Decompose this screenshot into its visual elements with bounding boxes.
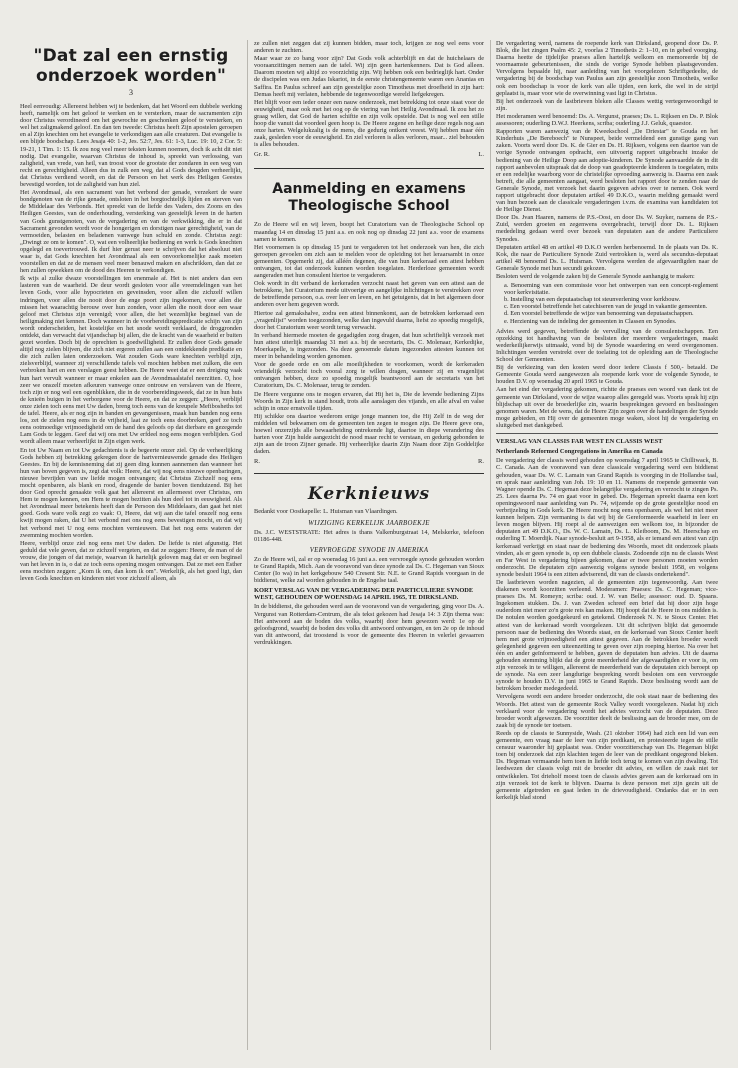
paragraph: Vervolgens wordt een andere broeder onderzocht, die ook staat naar de bediening des Woords. Het attest van de gemeente Rock Valley wordt voorgelezen. Nadat hij zich verklaard voor de vergadering wordt het advies verzocht van de deputaten. Deze broeder wordt afgewezen. De voorzitter deelt de beslissing aan de broeder mee, om de zaak bij de synode ter toetsen. bbox=[496, 693, 718, 729]
section-title: Aanmelding en examens Theologische School bbox=[254, 168, 484, 215]
paragraph: En tot Uw Naam en tot Uw gedachtenis is de begeerte onzer ziel. Op de verheerlijking Gods hebben zij betrekking gekregen door de hartvernieuwende genade des Heiligen Geestes. En bij de kennisneming dat zij geen ding kunnen aannemen dan wanneer het hun van boven gegeven is, zegt dat volk: Heere, dat wij nog eens nieuwe openbaringen, nieuwe bevrijden van uw liefde mogen ontvangen; dat Christus Zichzelf nog eens mocht openbaren, als blank en rood, dragende de banier boven tienduizend. Bij het door God oprecht genaakte volk gaat het allereerst en allermeest over Christus, om Hem te mogen kennen, om Hem te mogen bezitten als hun deel tot in eeuwigheid. Als het Avondmaal meer betekenis heeft dan de Persoon des Middelaars, dan gaat het niet goed. Gods ware volk zegt zo vaak: O, Heere, dat wij aan die tafel onszelf nog eens kwijt mogen raken, dat U het verbond met ons nog eens bevestigen mocht, en dat wij het verbond met U nog eens mochten vernieuwen. Dat het nog eens wateren der zwemming mochten worden. bbox=[20, 446, 242, 539]
paragraph: De lastbrieven worden nagezien, al de gemeenten zijn tegenwoordig. Aan twee diakenen wordt koorzitten verleend. Moderamen: Praeses: Ds. C. Hegeman; vice-praeses Ds. M. Romeyn; scriba: oud. J. W. van Belle; assessor: oud. D. Spaans. Ingekomen stukken. Ds. J. van Zweden schreef een brief dat hij door zijn hoge ouderdom niet meer zo'n grote reis kan maken. Hij hoopt dat de Heere in ons midden is. De notulen worden goedgekeurd en getekend. Onderzoek N. N. te Sioux Center. Het attest van de kerkeraad wordt voorgelezen. Uit dit schrijven blijkt dat genoemde persoon naar de bediening des Woords staat, en de kerkeraad van Sioux Center heeft hem met grote vrijmoedigheid een attest gegeven. Aan de betrokken broeder wordt gelegenheid gegeven een uiteenzetting te geven over zijn roeping hiertoe. Na over het één en ander geïnformeerd te hebben, gaven de deputaten hun advies. Uit de daarna gehouden stemming blijkt dat de grote meerderheid der afgevaardigden er voor is, om zijn verzoek in te willigen, allereerst de meerderheid van de deputaten zich beroept op de synode. Na een zeer langdurige bespreking wordt besloten om een vervroegde synode te houden D.V. in juni 1965 te Grand Rapids. Deze beslissing wordt aan de betrokken broeder medegedeeld. bbox=[496, 578, 718, 693]
page-number: 3 bbox=[129, 88, 133, 97]
paragraph: De Heere vergunne ons te mogen ervaren, dat Hij het is, Die de levende bediening Zijns Woords in Zijn kerk in stand houdt, trots alle aanslagen des vijands, en alle afval en valse schijn in onze ernstvolle tijden. bbox=[254, 390, 484, 412]
signature-right: L. bbox=[478, 151, 484, 159]
column-3 bbox=[496, 40, 718, 802]
paragraph: Reeds op de classis te Sunnyside, Wash. (21 oktober 1964) had zich een lid van een gemeente, een vraag naar de leer van zijn predikant, en protesteerde tegen de stille censuur waaronder hij geplaatst was. Onder voorzitterschap van Ds. Hegeman blijkt toen bij onderzoek dat zijn klachten tegen de leer van de predikant ongegrond bleken. Ds. Hegeman vermaande hem toen in liefde toch terug te komen van zijn dwaling. Tot leedwezen der classis volgt mit de broeder dit advies, en willen de zaak niet ter ontwikkelen. Tot drieholf moest toen de classis advies geven aan de kerkeraad om in zijn verzoek tot de kerk te blijven. Daarna is deze persoon met zijn gezin uit de gemeente afgetreden en gaat leden in de drievoudigheid. Ondanks dat er in een kerkelijk blad stond bbox=[496, 729, 718, 801]
paragraph: Hiertoe zal gemakshalve, zodra een attest binnenkomt, aan de betrokken kerkeraad een „vragenlijst" worden toegezonden, welke dan ingevuld daarna, liefst zo spoedig mogelijk, door het Curatorium weer wordt terug verwacht. bbox=[254, 309, 484, 331]
paragraph: Door Ds. Jvan Haaren, namens de P.S.-Oost, en door Ds. W. Suyker, namens de P.S.-Zuid, werden groeten en zegenwens overgebracht, terwijl door Ds. L. Rijksen mededeling gedaan werd over bezoek van deputaten aan de andere Particuliere Synodes. bbox=[496, 214, 718, 243]
paragraph: Heere, verblijd onze ziel nog eens met Uw daden. De liefde is niet afgunstig. Het geduld dat vele geven, dat ze zichzelf vergeten, en dat ze zeggen: Heere, de man of de vrouw, die jongen of dat meisje, waarvan ik hartelijk geloven mag dat er een beginsel van het leven in is, o dat ze toch eens opening mogen ontvangen. Dat ze met een Esther eens mochten zeggen: „Kom ik om, dan kom ik om". Werkelijk, als het goed ligt, dan leven Gods knechten en kinderen niet voor zichzelf alleen, als bbox=[20, 539, 242, 583]
paragraph: Hij schikke ons daartoe wederom enige jonge mannen toe, die Hij Zelf in de weg der middelen wil bekwamen om de gemeenten ten zegen te mogen zijn. De Heere geve ons, hoewel onzerzijds alle bewaarheiding ontrekende ligt, daartoe in diepe verandering des harten voor Zijn hulde aangezicht de nood maar recht te verstaan, en gedurig gebonden te zijn aan de troon Zijner genade. Hij verheerlijke daarin Zijn Naam door Zijn Goddelijke daden. bbox=[254, 412, 484, 456]
paragraph: Deputaten artikel 48 en artikel 49 D.K.O werden herbenoemd. In de plaats van Ds. K. Kok, die naar de Particuliere Synode Zuid vertrokken is, werd als secundus-deputaat artikel 48 benoemd Ds. L. Huisman. Vervolgens werden de afgevaardigden naar de Generale Synode met hun secundi gekozen. bbox=[496, 243, 718, 272]
subheading: Netherlands Reformed Congregations in Amerika en Canada bbox=[496, 448, 663, 456]
paragraph: Aan het eind der vergadering gekomen, richtte de praeses een woord van dank tot de gemeente van Dirksland, voor de wijze waarop alles geregeld was. Voorts sprak hij zijn blijdschap uit over de broederlijke zin, waarin besprekingen gevoerd en beslissingen genomen waren. Met de wens, dat de Heere Zijn zegen over de handelingen der Synode moge gebieden, en Hij over de gemeenten moge waken, sloot hij de vergadering en sluitgebed met dankgebed. bbox=[496, 386, 718, 429]
paragraph: Zo de Heere wil, zal er op woensdag 16 juni a.s. een vervroegde synode gehouden worden te Grand Rapids, Mich. Aan de vooravond van deze synode zal Ds. C. Hegeman van Sioux Center (Io wa) in het kerkgebouw 540 Cresent Str. N.E. te Grand Rapids voorgaan in de biddienst, welke zal worden gehouden in de Engelse taal. bbox=[254, 555, 484, 584]
column-1 bbox=[20, 40, 242, 583]
paragraph: Zo de Heere wil en wij leven, boopt het Curatorium van de Theologische School op maandag 14 en dinsdag 15 juni a.s. en ook nog op dinsdag 22 juni a.s. voor de examens samen te komen. bbox=[254, 221, 484, 243]
agenda-list bbox=[496, 282, 718, 325]
divider bbox=[496, 433, 718, 434]
paragraph: Maar waar ze zo bang voor zijn? Dat Gods volk achterblijft en dat de huichelaars de vooraanzittingen nemen aan de tafel. Wij zijn geen hartenkenners. Dat is God alleen. Daarom moeten wij altijd zo voorzichtig zijn. Wij hebben ook een bedrieglijk hart. Onder de discipelen was een Judas Iskariot, in de eerste christengemeente waren een Ananias en Saffira. En Paulus schreef aan zijn geestelijke zoon Timotheus met droefheid in zijn hart: Demas heeft mij verlaten, hebbende de tegenwoordige wereld liefgekregen. bbox=[254, 55, 484, 98]
paragraph: Het moderamen werd benoemd: Ds. A. Vergunst, praeses; Ds. L. Rijksen en Ds. P. Blok assessoren; ouderling D.W.J. Heerkens, scriba; ouderling J.J. Geluk, quaestor. bbox=[496, 112, 718, 128]
paragraph: Rapporten waren aanwezig van de Kweekschool „De Driestar" te Gouda en het Kinderhuis „De Bereboech" te Nunspeet, beide vermeldend een gunstige gang van zaken. Voorts werd door Ds. K. de Gier en Ds. H. Rijksen, volgens een daartoe van de vorige Synode ontvangen opdracht, een uitvoerig rapport uitgebracht inzake de bediening van de Heilige Doop aan adoptie-kinderen. De Synode aanvaardde de in dit rapport aanbevolen uitspraak dat de doop van geadopteerde kinderen is toegelaten, mits er een redelijke waarborg voor de christelijke opvoeding aanwezig is. Daarna een zaak betreft, die alle gemeenten aangaat, werd besloten het rapport door te zenden naar de Generale Synode, met verzoek het daarin gegeven advies over te nemen. Ook werd rapport uitgebracht door deputaten artikel 49 D.K.O., waarin melding gemaakt werd van hun bezoek aan de classicale vergaderingen i.v.m. de examina van kandidaten tot de Heilige Dienst. bbox=[496, 128, 718, 214]
subheading: WIJZIGING KERKELIJK JAARBOEKJE bbox=[308, 519, 430, 527]
paragraph: Voor de goede orde en om alle moeilijkheden te voorkomen, wordt de kerkeraden vriendelijk verzocht toch vooral zorg te willen dragen, wanneer zij en vragenlijst ontvangen hebben, deze zo spoedig mogelijk beantwoord aan de secretaris van het Curatorium, Ds. C. Molenaar, terug te zenden. bbox=[254, 361, 484, 390]
list-item: a. Benoeming van een commissie voor het ontwerpen van een concept-reglement voor kerkvisitatie. bbox=[504, 282, 718, 297]
paragraph: Bij de verkiezing van den kosten werd door iedere Classis f 500,- betaald. De Gemeente Gouda werd aangewezen als roepende kerk voor de volgende Synode, te houden D.V. op woensdag 20 april 1965 te Gouda. bbox=[496, 364, 718, 386]
paragraph: Het voornemen is op dinsdag 15 juni te vergaderen tot het onderzoek van hen, die zich geroepen gevoelen om zich aan te melden voor de opleiding tot het leraarsambt in onze gemeenten. Opgemerkt zij, dat alléén degenen, die van hun kerkeraad een attest hebben ontvangen, tot dat onderzoek kunnen worden toegelaten. Herderloze gemeenten wordt aangeraden met hun consulent hiertoe te vergaderen. bbox=[254, 243, 484, 280]
list-item: d. Een voorstel betreffende de wijze van benoeming van deputaatschappen. bbox=[504, 310, 694, 318]
column-divider bbox=[247, 40, 248, 1050]
paragraph: ze zullen niet zeggen dat zij kunnen bidden, maar toch, krijgen ze nog wel eens voor anderen te zuchten. bbox=[254, 40, 484, 55]
paragraph: Ook wordt in dit verband de kerkeraden verzocht naast het geven van een attest aan de betrokkene, het Curatorium mede uitvoerige en aangelijke inlichtingen te verstrekken over de betreffende persoon, o.a. over leer en leven, en het getuigenis, dat in het algemeen door anderen over hem gegeven wordt. bbox=[254, 280, 484, 309]
signature bbox=[254, 151, 484, 158]
paragraph: Besloten werd de volgende zaken bij de Generale Synode aanhangig te maken: bbox=[496, 273, 695, 280]
paragraph: De vergadering werd, namens de roepende kerk van Dirksland, geopend door Ds. P. Blok, die liet zingen Psalm 45: 2, voorlas 2 Timotheüs 2: 1–10, en in gebed voorging. Daarna heette de tijdelijke praeses allen hartelijk welkom en memoreerde bij de voornaamste gebeurtenissen, die sinds de vorige Synode hebben plaatsgevonden. Vervolgens bepaalde hij, naar aanleiding van het voorgelezen Schriftgedeelte, de vergadering bij de boodschap van Paulus aan zijn geestelijke zoon Timotheüs, welke ook een boodschap is voor de kerk van alle tijden, een kerk, die wel in de strijd geplaatst is, maar voor wie de overwinning vast ligt in Christus. bbox=[496, 40, 718, 97]
list-item: e. Herziening van de indeling der gemeenten in Classen en Synodes. bbox=[504, 317, 677, 325]
paragraph: Het blijft voor een ieder onzer een nauw onderzoek, met betrekking tot onze staat voor de eeuwigheid, maar ook met het oog op de viering van het Heilig Avondmaal. Ik zou het zo graag willen, dat God de harten schiftte en zijn volk opstelde. Dat is nog wel een stille hoop die vanuit dat voordeel geen hoop is. De Heere zegene en heilige deze regels nog aan onze harten. Welgelukzalig is de mens, die gedurig ontkent vreest. Wij hebben maar één zaak, gesleden voor de eeuwigheid. En ziel verloren is alles verloren, maar... ziel behouden is alles behouden. bbox=[254, 98, 484, 149]
paragraph: Bedankt voor Oostkapelle: L. Huisman van Vlaardingen. bbox=[254, 508, 398, 516]
paragraph: De vergadering der classis werd gehouden op woensdag 7 april 1965 te Chilliwack, B. C. Canada. Aan de vooravond van deze classicale vergadering werd een biddienst gehouden, waar Ds. W. C. Lamain van Grand Rapids is voorging in de Hollandse taal, en sprak naar aanleiding van Joh. 19: 10 en 11. Namens de roepende gemeente van Wagner opende Ds. C. Hegeman deze belangrijke vergadering en verzocht te zingen Ps. 25. Lees daarna Ps. 74 en gaat voor in gebed. Ds. Hegeman spreekt daarna een kort openingswoord naar aanleiding van Ps. 74, wijzende op de grote geestelijke nood en verbrijzeling in Gods kerk. De Heere mocht nog eens openbaren, als wel het niet meer kunnen helpen. Zijn vermaning is dat wij bij de Gereformeerde waarheid in leer en leven mogen blijven. Hij roept al de aanwezigen een welkom toe, in bijzonder de deputaten art 49 D.K.O., Ds. W. C. Lamain, Ds. L. Kleiboom, Ds. M. Heerschap en ouderling T. Moerdijk. Naar synode-besluit art 9-1958, als er iemand een attest van zijn kerkeraad verkrijgt en staat naar de bediening des Woords, moet dit onderzoek plaats vinden, als er geen synode is, op een dubbele classis. Zodoende zijn nu de classis West en Far West in vergadering bijeen gekomen, daar er twee personen moeten worden onderzocht. De deputaten zijn aanwezig volgens synode besluit 1958, en volgens synode besluit 1964 is een zitten adviserend, dit van de classis ondertekend". bbox=[496, 457, 718, 578]
subheading: VERVROEGDE SYNODE IN AMERIKA bbox=[309, 546, 429, 554]
list-item: b. Instelling van een deputaatschap tot steunverlening voor kerkbouw. bbox=[504, 296, 681, 304]
signature-left: R. bbox=[254, 458, 260, 466]
column-2 bbox=[254, 40, 484, 647]
list-item: c. Een voorstel betreffende het catechiseren van de jeugd in vakantie gemeenten. bbox=[504, 303, 708, 311]
column-divider bbox=[490, 40, 491, 1050]
signature bbox=[254, 458, 484, 465]
subheading: KORT VERSLAG VAN DE VERGADERING DER PARTICULIERE SYNODE WEST, GEHOUDEN OP WOENSDAG 14 APRIL 1965, TE DIRKSLAND. bbox=[254, 587, 474, 602]
paragraph: Advies werd gegeven, betreffende de vervulling van de consulentschappen. Een opzekking tot handhaving van de beslisten der meerdere vergaderingen, maakt wederkeilijkerwijs uitmaakt, vond bij de Synode waardering en werd overgenomen. Inlichtingen werden verstrekt over de toelating tot de opleiding aan de Theologische School der Gemeenten. bbox=[496, 327, 718, 364]
paragraph: Het Avondmaal, als een sacrament van het verbond der genade, verzekert de ware bondgenoten van de rijke genade, ontsloten in het borgtochtelijk lijden en sterven van de Middelaar des Verbonds. Het spreekt van de liefde des Vaders, des Zoons en des Heiligen Geestes, van de onderhouding, versterking van geestelijk leven in de harten van Gods gunstgenoten, van de vergadering en van de verkwikking, die er in dat Sacrament gevonden wordt voor de hongerigen en dorstigen naar gerechtigheid, van de vermoeiden, belasten en beladenen vanwege hun schuld en zonde. Christus zegt: „Dwingt ze om te komen". O, wat een volheerlijke bediening en werk is Gods knechten opgelegd en toevertrouwd. Ik durf hier gerust neer te schrijven dat het absoluut niet waar is, dat Gods knechten het Avondmaal als een onvoorkomelijke zaak moeten voorstellen en dat ze de mensen veel meer benauwd maken en afschrikken, dan dat ze hen zullen opwekken om de dood des Heeren te verkondigen. bbox=[20, 189, 242, 275]
signature-right: R. bbox=[478, 458, 484, 466]
paragraph: Ik wijs al zulke dwaze voorstellingen ten enenmale af. Het is niet anders dan een lasteren van de waarheid. De deur wordt gesloten voor alle vreemdelingen van het leven Gods, voor alle hypocrieten en geveinsden, voor allen die zichzelf willen indringen, voor allen die nooit door de enge poort zijn ingekomen, voor allen die missen het waarachtig berouw over hun zonden, voor allen die nooit door een waar geloof met Christus zijn verenigd; voor allen, die het wezenlijke beginsel van de heiligmaking niet kennen. Doch wanneer in de voorbereidingspredicatie schijn van zijn wordt onderscheiden, het kostelijke en het snode wordt verklaard, de droggronden ontdekt, dan verwacht dat vijandschap bij allen, die de kracht van de waarheid er buiten gezet worden. Doch bij de oprechten is goedwilligheid. Er zullen door Gods genade altijd nog zielen blijven, die zich niet ergeren zullen aan een ontdekkende predikatie en die zich zullen laten onderzoeken. Wat zouden Gods ware knechten verblijd zijn, zielsverblijd, wanneer zij verschillende tafels vol mochten hebben met zulken, die een verbroken hart en een verslagen geest hebben. De Heere weet dat er een dreiging vaak hun hart vervult wanneer er maar enkelen aan de Avondmaalstafel neerzitten. O, hoe zeer we onszelf moeten afkeuren vanwege onze ontrouw en verslaven van de Heere, toch zijn er nog wel een ogenblikken, die in de voorbereidingsweek, dat ze in hun huis de knieën buigen in het verborgene voor de Heere, en dat ze zeggen: „Heere, verblijd onze zielen toch eens met Uw daden, breng toch eens van de kreupele Mefibosheths tot de tafel. Heere, als er nog zijn in banden en gevangenissen, maak hun banden nog eens los, zet de zielen nog eens in de vrijheid, laat ze toch eens doorbreken, geef ze toch eens ootmoedige vrijmoedigheid om de hand des geloofs op dat dierbare en gezegende Lam Gods te leggen. Geef dat wij ons met Uw erfdeel nog eens mogen verblijden. God wordt alleen maar verheerlijkt in Zijn eigen werk. bbox=[20, 275, 242, 446]
paragraph: In de biddienst, die gehouden werd aan de vooravond van de vergadering, ging voor Ds. A. Vergunst van Rotterdam-Centrum, die als tekst gekozen had Jesaja 14: 3 Zijn thema was: Het antwoord aan de boden des volks, waarbij door hem gewezen werd: 1e op de geloofsgrond, waarbij de boden des volks dit antwoord ontvangen, en ten 2e op de inhoud van dit antwoord, dat troostend is voor de gemeente des Heeren in velerlei gevaarren verdrukkingen. bbox=[254, 603, 484, 646]
signature-left: Gr. R. bbox=[254, 151, 270, 159]
paragraph: Heel eenvoudig: Allereerst hebben wij te bedenken, dat het Woord een dubbele werking heeft, namelijk om het geloof te werken en te versterken, maar de sacramenten zijn door Christus verordineerd om het gewrochte en geschonken geloof te versterken, en wel het zaligmakend geloof. En dan ten tweede: Christus heeft Zijn apostelen geroepen en al Zijn knechten om het evangelie te verkondigen aan alle creaturen. Dat evangelie is een blijde boodschap. Lees Jesaja 40: 1-2, Jes. 52:7, Jes. 61: 1-3, Luc. 19: 10, 2 Cor. 5: 19-21, 1 Tim. 1: 15. Ik zou nog veel meer teksten kunnen noemen, doch ik acht dit niet nodig. Dat evangelie, waarvan Christus de inhoud is, spreekt van verlossing, van zaligheid, van vrede, van heil, van troost voor de grootste der zondaren in een weg van recht en gerechtigheid. Alleen dus in zulk een weg, dat al Gods deugden verheerlijkt, dat Christus verdiend wordt, en dat de Persoon en het werk des Heiligen Geestes bevestigd worden, tot de zaligheid van hun ziel. bbox=[20, 103, 242, 189]
subheading: VERSLAG VAN CLASSIS FAR WEST EN CLASSIS WEST bbox=[496, 437, 663, 445]
article-title: "Dat zal een ernstig onderzoek worden" bbox=[33, 46, 229, 86]
paragraph: Bij het onderzoek van de lastbrieven bleken alle Classes wettig vertegenwoordigd te zijn. bbox=[496, 97, 718, 112]
paragraph: Ds. J.C. WESTSTRATE: Het adres is thans Valkenburgstraat 14, Melskerke, telefoon 01186-448. bbox=[254, 528, 484, 543]
kerknieuws-title: Kerknieuws bbox=[254, 473, 484, 504]
paragraph: In verband hiermede moeten de gegadigden zorg dragen, dat hun schriftelijk verzoek met hun attest uiterlijk maandag 31 mei a.s. bij de secretaris, Ds. C. Molenaar, Kerkedijke, Moerkapelle, is ingezonden. Na deze genoemde datum ingezonden attesten kunnen tot meer in behandeling worden genomen. bbox=[254, 331, 484, 361]
